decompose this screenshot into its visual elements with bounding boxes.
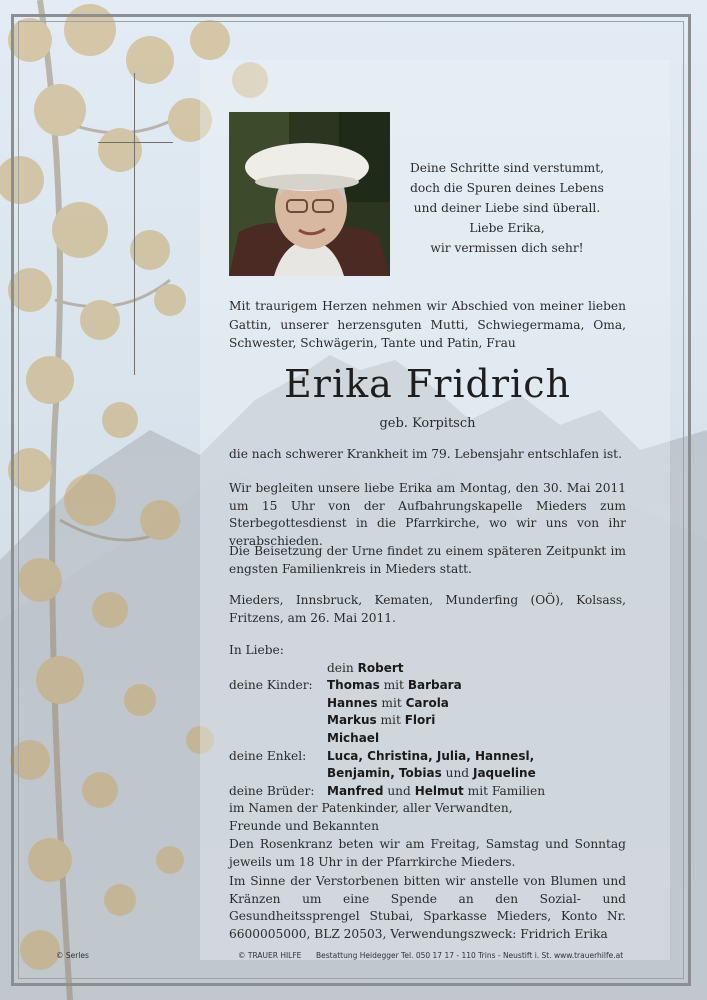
intro-text: Mit traurigem Herzen nehmen wir Abschied von meiner lieben Gattin, unserer herzensguten Mutti, Schwiegermama, Oma, Schwester, Schwägerin, Tante und Patin, Frau	[229, 299, 626, 350]
funeral-text: Wir begleiten unsere liebe Erika am Montag, den 30. Mai 2011 um 15 Uhr von der Aufbahrungskapelle Mieders zum Sterbegottesdienst in die Pfarrkirche, wo wir uns von ihr verabschieden.	[229, 481, 626, 548]
footer-info: Bestattung Heidegger Tel. 050 17 17 - 110 Trins - Neustift i. St. www.trauerhilfe.at	[316, 951, 624, 960]
poem-line: doch die Spuren deines Lebens	[410, 181, 604, 195]
urn-text: Die Beisetzung der Urne findet zu einem späteren Zeitpunkt im engsten Familienkreis in Mieders statt.	[229, 544, 626, 576]
poem-line: Liebe Erika,	[469, 221, 545, 235]
child-line: Michael	[327, 730, 380, 745]
family-list	[229, 642, 629, 836]
poem-line: wir vermissen dich sehr!	[430, 241, 584, 255]
cross-icon-bar	[98, 142, 173, 143]
children-label: deine Kinder:	[229, 678, 313, 693]
grandkids-line: Luca, Christina, Julia, Hannesl,	[327, 748, 535, 763]
godchildren-line: im Namen der Patenkinder, aller Verwandten,	[229, 801, 513, 816]
grandkids-label: deine Enkel:	[229, 748, 307, 763]
husband-line: dein Robert	[327, 660, 404, 675]
donation-text: Im Sinne der Verstorbenen bitten wir anstelle von Blumen und Kränzen um eine Spende an den Sozial- und Gesundheitssprengel Stubai, Sparkasse Mieders, Konto Nr. 6600005000, BLZ 20503, Verwendungszweck: Fridrich Erika	[229, 874, 626, 941]
grandkids-line: Benjamin, Tobias und Jaqueline	[327, 766, 536, 781]
child-line: Hannes mit Carola	[327, 695, 449, 710]
rosary-text: Den Rosenkranz beten wir am Freitag, Samstag und Sonntag jeweils um 18 Uhr in der Pfarrkirche Mieders.	[229, 837, 626, 869]
death-notice: die nach schwerer Krankheit im 79. Lebensjahr entschlafen ist.	[229, 447, 622, 461]
footer-brand: © TRAUER HILFE	[238, 951, 302, 960]
poem-line: und deiner Liebe sind überall.	[413, 201, 601, 215]
birth-name: geb. Korpitsch	[379, 416, 476, 431]
friends-line: Freunde und Bekannten	[229, 818, 379, 833]
deceased-name: Erika Fridrich	[284, 362, 571, 406]
portrait-photo	[229, 112, 390, 276]
place-date: Mieders, Innsbruck, Kematen, Munderfing (OÖ), Kolsass, Fritzens, am 26. Mai 2011.	[229, 593, 626, 625]
child-line: Thomas mit Barbara	[327, 678, 462, 693]
photo-copyright: © Serles	[56, 951, 89, 960]
in-love-label: In Liebe:	[229, 643, 284, 657]
husband-name: Robert	[357, 660, 404, 675]
cross-icon	[134, 73, 135, 375]
brothers-line: Manfred und Helmut mit Familien	[327, 783, 546, 798]
memorial-poem	[398, 158, 616, 258]
brothers-label: deine Brüder:	[229, 783, 315, 798]
child-line: Markus mit Flori	[327, 713, 436, 728]
poem-line: Deine Schritte sind verstummt,	[410, 161, 604, 175]
